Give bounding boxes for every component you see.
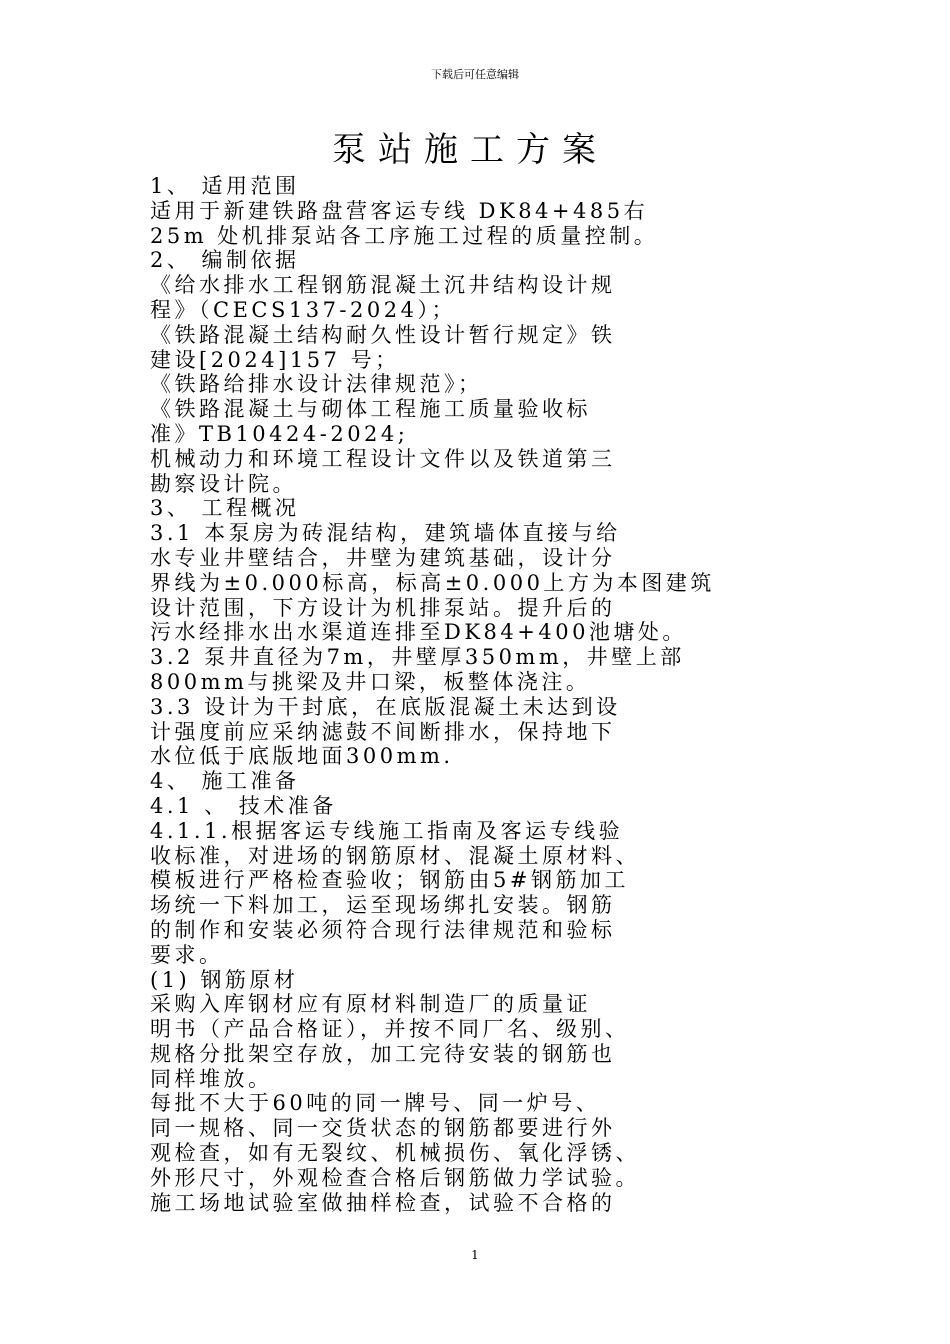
text-line: 同样堆放。 xyxy=(150,1066,273,1091)
text-line: 每批不大于60吨的同一牌号、同一炉号、 xyxy=(150,1091,601,1116)
document-body xyxy=(150,174,795,1215)
text-line: 4.1 、 技术准备 xyxy=(150,793,337,818)
text-line: 收标准，对进场的钢筋原材、混凝土原材料、 xyxy=(150,843,640,868)
text-line: 25m 处机排泵站各工序施工过程的质量控制。 xyxy=(150,223,659,248)
document-title: 泵站施工方案 xyxy=(332,130,608,170)
text-line: 观检查，如有无裂纹、机械损伤、氧化浮锈、 xyxy=(150,1141,640,1166)
text-line: 3.3 设计为干封底，在底版混凝土未达到设 xyxy=(150,694,621,719)
text-line: 准》TB10424-2024; xyxy=(150,421,409,446)
text-line: 3.1 本泵房为砖混结构，建筑墙体直接与给 xyxy=(150,521,621,546)
text-line: 建设[2024]157 号； xyxy=(150,347,400,372)
text-line: 计强度前应采纳滤鼓不间断排水，保持地下 xyxy=(150,719,616,744)
text-line: 《给水排水工程钢筋混凝土沉井结构设计规 xyxy=(150,273,616,298)
text-line: 勘察设计院。 xyxy=(150,471,297,496)
page-number: 1 xyxy=(471,1248,479,1262)
text-line: 施工场地试验室做抽样检查，试验不合格的 xyxy=(150,1190,616,1215)
text-line: 场统一下料加工，运至现场绑扎安装。钢筋 xyxy=(150,893,616,918)
text-line: 《铁路给排水设计法律规范》； xyxy=(150,372,483,397)
text-line: 1、 适用范围 xyxy=(150,174,300,198)
text-line: 《铁路混凝土结构耐久性设计暂行规定》铁 xyxy=(150,322,616,347)
text-line: 污水经排水出水渠道连排至DK84+400池塘处。 xyxy=(150,620,687,645)
text-line: 要求。 xyxy=(150,942,224,967)
text-line: 模板进行严格检查验收；钢筋由5#钢筋加工 xyxy=(150,868,629,893)
text-line: 设计范围，下方设计为机排泵站。提升后的 xyxy=(150,595,616,620)
text-line: 《铁路混凝土与砌体工程施工质量验收标 xyxy=(150,397,591,422)
text-line: 采购入库钢材应有原材料制造厂的质量证 xyxy=(150,992,591,1017)
text-line: 规格分批架空存放，加工完待安装的钢筋也 xyxy=(150,1041,616,1066)
text-line: 水位低于底版地面300mm. xyxy=(150,744,454,769)
text-line: (1) 钢筋原材 xyxy=(150,967,299,992)
text-line: 800mm与挑梁及井口梁，板整体浇注。 xyxy=(150,669,591,694)
text-line: 4、 施工准备 xyxy=(150,769,300,794)
text-line: 同一规格、同一交货状态的钢筋都要进行外 xyxy=(150,1116,616,1141)
text-line: 适用于新建铁路盘营客运专线 DK84+485右 xyxy=(150,198,649,223)
text-line: 4.1.1.根据客运专线施工指南及客运专线验 xyxy=(150,818,624,843)
text-line: 机械动力和环境工程设计文件以及铁道第三 xyxy=(150,446,616,471)
text-line: 3、 工程概况 xyxy=(150,496,300,521)
text-line: 界线为±0.000标高，标高±0.000上方为本图建筑 xyxy=(150,570,715,595)
text-line: 3.2 泵井直径为7m，井壁厚350mm，井壁上部 xyxy=(150,645,685,670)
text-line: 明书（产品合格证），并按不同厂名、级别、 xyxy=(150,1017,630,1042)
text-line: 水专业井壁结合，井壁为建筑基础，设计分 xyxy=(150,545,616,570)
text-line: 的制作和安装必须符合现行法律规范和验标 xyxy=(150,917,616,942)
text-line: 程》（CECS137-2024）； xyxy=(150,297,456,322)
page-header-note: 下载后可任意编辑 xyxy=(431,68,519,81)
text-line: 2、 编制依据 xyxy=(150,248,300,273)
text-line: 外形尺寸，外观检查合格后钢筋做力学试验。 xyxy=(150,1165,640,1190)
